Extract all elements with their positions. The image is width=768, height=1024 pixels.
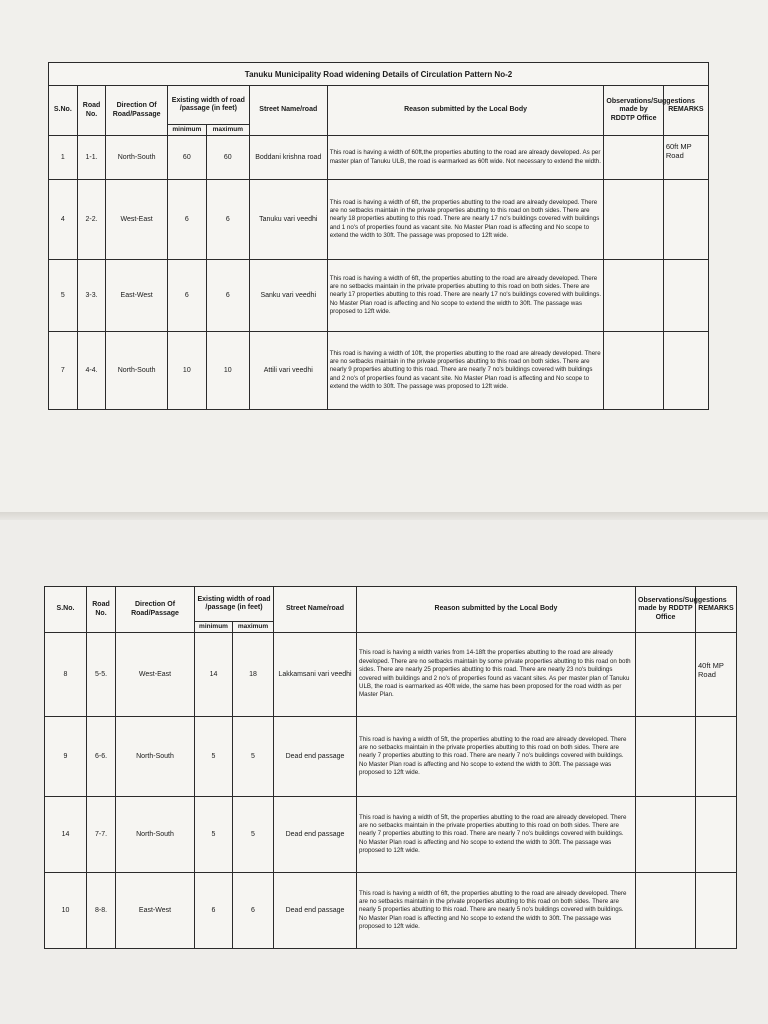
- header-max: maximum: [233, 622, 274, 633]
- table-row: [49, 332, 709, 410]
- cell-road-no: 4-4.: [77, 332, 106, 410]
- header-observations: Observations/Suggestions made by RDDTP Office: [604, 86, 663, 136]
- cell-direction: North-South: [106, 136, 167, 180]
- cell-observations: [604, 332, 663, 410]
- table-row: [45, 717, 737, 797]
- header-remarks: REMARKS: [696, 587, 737, 633]
- cell-direction: North-South: [106, 332, 167, 410]
- cell-observations: [604, 136, 663, 180]
- header-street: Street Name/road: [249, 86, 327, 136]
- cell-remarks: [696, 717, 737, 797]
- cell-road-no: 8-8.: [87, 873, 116, 949]
- cell-reason: This road is having a width of 5ft, the properties abutting to the road are already developed. There are no setbacks maintain in the private properties abutting to this road on both sides. There are nearly 7 properties abutting to this road. There are nearly 7 no's buildings covered with buildings. No Master Plan road is affecting and No scope to extend the width to 30ft. The passage was proposed to 12ft wide.: [357, 717, 636, 797]
- cell-sno: 5: [49, 260, 78, 332]
- table-row: [45, 873, 737, 949]
- cell-direction: East-West: [106, 260, 167, 332]
- cell-min: 14: [195, 633, 233, 717]
- cell-max: 6: [206, 180, 249, 260]
- cell-observations: [604, 260, 663, 332]
- cell-reason: This road is having a width of 6ft, the properties abutting to the road are already developed. There are no setbacks maintain in the private properties abutting to this road on both sides. There are nearly 18 properties abutting to this road. There are nearly 17 no's buildings covered with buildings and 1 no's of properties found as vacant site. No Master Plan road is affecting and No scope to extend the width to 30ft. The passage was proposed to 12ft wide.: [327, 180, 604, 260]
- header-remarks: REMARKS: [663, 86, 708, 136]
- cell-remarks: 40ft MP Road: [696, 633, 737, 717]
- cell-road-no: 6-6.: [87, 717, 116, 797]
- cell-street: Boddani krishna road: [249, 136, 327, 180]
- cell-direction: West-East: [106, 180, 167, 260]
- cell-sno: 9: [45, 717, 87, 797]
- header-sno: S.No.: [49, 86, 78, 136]
- cell-reason: This road is having a width of 60ft,the properties abutting to the road are already developed. As per master plan of Tanuku ULB, the road is earmarked as 60ft wide. Not necessary to extend the width.: [327, 136, 604, 180]
- table-row: [45, 633, 737, 717]
- cell-observations: [604, 180, 663, 260]
- cell-sno: 1: [49, 136, 78, 180]
- cell-road-no: 5-5.: [87, 633, 116, 717]
- cell-street: Dead end passage: [274, 797, 357, 873]
- cell-street: Dead end passage: [274, 717, 357, 797]
- cell-observations: [636, 633, 696, 717]
- cell-street: Attili vari veedhi: [249, 332, 327, 410]
- header-sno: S.No.: [45, 587, 87, 633]
- cell-sno: 14: [45, 797, 87, 873]
- header-observations: Observations/Suggestions made by RDDTP Office: [636, 587, 696, 633]
- cell-min: 6: [167, 180, 206, 260]
- cell-road-no: 7-7.: [87, 797, 116, 873]
- table-header-row: [45, 587, 737, 622]
- cell-max: 6: [206, 260, 249, 332]
- cell-remarks: 60ft MP Road: [663, 136, 708, 180]
- cell-min: 10: [167, 332, 206, 410]
- cell-street: Dead end passage: [274, 873, 357, 949]
- header-direction: Direction Of Road/Passage: [106, 86, 167, 136]
- table-row: [45, 797, 737, 873]
- cell-direction: North-South: [116, 797, 195, 873]
- cell-sno: 8: [45, 633, 87, 717]
- cell-min: 6: [195, 873, 233, 949]
- cell-road-no: 2-2.: [77, 180, 106, 260]
- header-min: minimum: [195, 622, 233, 633]
- table-row: [49, 136, 709, 180]
- cell-direction: East-West: [116, 873, 195, 949]
- header-street: Street Name/road: [274, 587, 357, 633]
- table-header-row: [49, 86, 709, 125]
- cell-remarks: [696, 797, 737, 873]
- cell-observations: [636, 717, 696, 797]
- header-reason: Reason submitted by the Local Body: [357, 587, 636, 633]
- cell-reason: This road is having a width of 6ft, the properties abutting to the road are already developed. There are no setbacks maintain in the private properties abutting to this road on both sides. There are nearly 5 properties abutting to this road. There are nearly 5 no's buildings covered with buildings. No Master Plan road is affecting and No scope to extend the width to 30ft. The passage was proposed to 12ft wide.: [357, 873, 636, 949]
- cell-reason: This road is having a width of 6ft, the properties abutting to the road are already developed. There are no setbacks maintain in the private properties abutting to this road on both sides. There are nearly 17 properties abutting to this road. There are nearly 17 no's buildings covered with buildings. No Master Plan road is affecting and No scope to extend the width to 30ft. The passage was proposed to 12ft wide.: [327, 260, 604, 332]
- cell-reason: This road is having a width of 10ft, the properties abutting to the road are already developed. There are no setbacks maintain in the private properties abutting to this road on both sides. There are nearly 9 properties abutting to this road. There are nearly 7 no's buildings covered with buildings and 2 no's of properties found as vacant site. No Master Plan road is affecting and No scope to extend the width to 30ft. The passage was proposed to 12ft wide.: [327, 332, 604, 410]
- header-max: maximum: [206, 125, 249, 136]
- header-reason: Reason submitted by the Local Body: [327, 86, 604, 136]
- cell-max: 5: [233, 797, 274, 873]
- header-min: minimum: [167, 125, 206, 136]
- cell-sno: 7: [49, 332, 78, 410]
- cell-remarks: [663, 260, 708, 332]
- cell-remarks: [663, 180, 708, 260]
- cell-direction: North-South: [116, 717, 195, 797]
- cell-max: 10: [206, 332, 249, 410]
- table-row: [49, 260, 709, 332]
- cell-min: 5: [195, 717, 233, 797]
- cell-min: 6: [167, 260, 206, 332]
- cell-street: Lakkamsani vari veedhi: [274, 633, 357, 717]
- table-title: Tanuku Municipality Road widening Details of Circulation Pattern No-2: [49, 63, 709, 86]
- cell-reason: This road is having a width varies from 14-18ft the properties abutting to the road are already developed. There are no setbacks maintain by some private properties abutting to this road on both sides. There are nearly 25 properties abutting to this road. There are nearly 23 no's buildings covered with buildings and 2 no's of properties found as vacant sites. As per master plan of Tanuku ULB, the road is earmarked as 40ft wide, the same has been proposed for the road width as per Master Plan.: [357, 633, 636, 717]
- header-road-no: Road No.: [77, 86, 106, 136]
- cell-remarks: [696, 873, 737, 949]
- cell-road-no: 1-1.: [77, 136, 106, 180]
- cell-remarks: [663, 332, 708, 410]
- cell-max: 5: [233, 717, 274, 797]
- header-width: Existing width of road /passage (in feet): [195, 587, 274, 622]
- header-road-no: Road No.: [87, 587, 116, 633]
- cell-observations: [636, 797, 696, 873]
- cell-max: 18: [233, 633, 274, 717]
- header-direction: Direction Of Road/Passage: [116, 587, 195, 633]
- cell-min: 5: [195, 797, 233, 873]
- cell-sno: 4: [49, 180, 78, 260]
- cell-street: Tanuku vari veedhi: [249, 180, 327, 260]
- cell-sno: 10: [45, 873, 87, 949]
- cell-street: Sanku vari veedhi: [249, 260, 327, 332]
- header-width: Existing width of road /passage (in feet): [167, 86, 249, 125]
- table-row: [49, 180, 709, 260]
- cell-max: 60: [206, 136, 249, 180]
- cell-max: 6: [233, 873, 274, 949]
- cell-direction: West-East: [116, 633, 195, 717]
- road-widening-table-2: [44, 586, 737, 949]
- cell-min: 60: [167, 136, 206, 180]
- cell-reason: This road is having a width of 5ft, the properties abutting to the road are already developed. There are no setbacks maintain in the private properties abutting to this road on both sides. There are nearly 7 properties abutting to this road. There are nearly 7 no's buildings covered with buildings. No Master Plan road is affecting and No scope to extend the width to 30ft. The passage was proposed to 12ft wide.: [357, 797, 636, 873]
- cell-road-no: 3-3.: [77, 260, 106, 332]
- road-widening-table-1: [48, 62, 709, 410]
- cell-observations: [636, 873, 696, 949]
